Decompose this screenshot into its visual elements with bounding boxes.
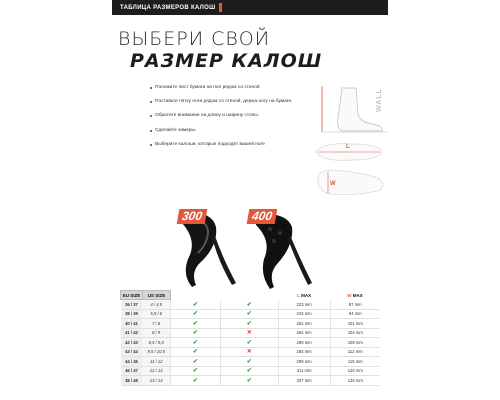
cell-eu-size: 38 / 39 [121, 309, 143, 319]
cell-fit-300 [170, 357, 220, 367]
cell-us-size: 8 / 9 [142, 328, 170, 338]
cell-length-max: 264 mm [278, 328, 330, 338]
wall-label: WALL [376, 88, 383, 112]
header-bar [112, 0, 388, 15]
cell-width-max: 104 mm [330, 328, 380, 338]
column-header-length [278, 291, 330, 300]
cell-fit-400 [220, 376, 278, 386]
size-table [120, 290, 380, 386]
column-header-eu: EU SIZE [121, 291, 143, 300]
headline-line-1: ВЫБЕРИ СВОЙ [118, 28, 271, 50]
instructions-list [150, 85, 310, 156]
cell-us-size: 12 / 13 [142, 366, 170, 376]
check-icon: ✔ [246, 358, 252, 365]
cell-width-max: 101 mm [330, 319, 380, 329]
length-mark: L [346, 144, 350, 150]
column-header-width [330, 291, 380, 300]
cell-fit-400 [220, 319, 278, 329]
cell-eu-size: 46 / 47 [121, 366, 143, 376]
cell-length-max: 242 mm [278, 309, 330, 319]
check-icon: ✔ [192, 330, 198, 337]
foot-measure-diagram [312, 78, 388, 204]
cell-eu-size: 42 / 43 [121, 338, 143, 348]
cell-fit-400 [220, 357, 278, 367]
cell-length-max: 311 mm [278, 366, 330, 376]
instruction-item: Обратите внимание на длину и ширину стопы. [150, 113, 310, 119]
cell-fit-300 [170, 309, 220, 319]
model-300-badge: 300 [177, 209, 208, 224]
instruction-item: Сделайте замеры. [150, 128, 310, 134]
table-row [121, 347, 381, 357]
galoshes-images [152, 205, 352, 290]
length-max: MAX [299, 292, 312, 298]
cell-us-size: 5,5 / 6 [142, 309, 170, 319]
cell-eu-size: 41 / 42 [121, 328, 143, 338]
check-icon: ✔ [192, 368, 198, 375]
table-row [121, 319, 381, 329]
cell-fit-300 [170, 300, 220, 310]
cell-length-max: 337 mm [278, 376, 330, 386]
width-mark: W [330, 181, 336, 187]
table-row [121, 300, 381, 310]
instruction-item: Выберите калоши, которые подходят вашей ноге [150, 142, 310, 148]
cell-fit-300 [170, 376, 220, 386]
cell-fit-300 [170, 338, 220, 348]
table-header-row [121, 291, 381, 300]
cell-fit-400 [220, 309, 278, 319]
check-icon: ✔ [246, 320, 252, 327]
size-chart-page [112, 0, 388, 400]
cell-eu-size: 44 / 45 [121, 357, 143, 367]
header-tag: ТАБЛИЦА РАЗМЕРОВ КАЛОШ [120, 4, 216, 11]
check-icon: ✔ [192, 311, 198, 318]
cross-icon: ✕ [246, 330, 252, 337]
table-row [121, 376, 381, 386]
cell-width-max: 112 mm [330, 347, 380, 357]
check-icon: ✔ [246, 339, 252, 346]
table-row [121, 328, 381, 338]
column-header-us: US SIZE [142, 291, 170, 300]
cell-width-max: 115 mm [330, 357, 380, 367]
check-icon: ✔ [192, 339, 198, 346]
cell-width-max: 94 mm [330, 309, 380, 319]
cell-eu-size: 36 / 37 [121, 300, 143, 310]
cell-length-max: 280 mm [278, 338, 330, 348]
cell-fit-300 [170, 347, 220, 357]
model-400-badge: 400 [247, 209, 278, 224]
headline-line-2: РАЗМЕР КАЛОШ [130, 50, 323, 72]
cell-us-size: 9,5 / 10,5 [142, 347, 170, 357]
check-icon: ✔ [246, 311, 252, 318]
column-header-300 [170, 291, 220, 300]
length-letter: L [297, 292, 300, 298]
check-icon: ✔ [192, 377, 198, 384]
width-letter: W [347, 292, 352, 298]
cell-length-max: 299 mm [278, 357, 330, 367]
check-icon: ✔ [192, 358, 198, 365]
instruction-item: Положите лист бумаги на пол рядом со стеной [150, 85, 310, 91]
width-max: MAX [351, 292, 363, 298]
check-icon: ✔ [246, 368, 252, 375]
cell-length-max: 251 mm [278, 319, 330, 329]
cell-width-max: 120 mm [330, 366, 380, 376]
cell-width-max: 87 mm [330, 300, 380, 310]
cell-us-size: 7 / 8 [142, 319, 170, 329]
check-icon: ✔ [246, 377, 252, 384]
cell-fit-400 [220, 366, 278, 376]
table-row [121, 338, 381, 348]
cell-fit-400 [220, 338, 278, 348]
cell-eu-size: 43 / 44 [121, 347, 143, 357]
cell-fit-300 [170, 319, 220, 329]
cell-fit-300 [170, 366, 220, 376]
table-row [121, 357, 381, 367]
cell-us-size: 4 / 4,5 [142, 300, 170, 310]
cell-width-max: 126 mm [330, 376, 380, 386]
check-icon: ✔ [246, 301, 252, 308]
table-row [121, 366, 381, 376]
check-icon: ✔ [192, 320, 198, 327]
check-icon: ✔ [192, 301, 198, 308]
cross-icon: ✕ [246, 349, 252, 356]
column-header-400 [220, 291, 278, 300]
cell-length-max: 223 mm [278, 300, 330, 310]
header-accent-mark [219, 3, 222, 12]
cell-us-size: 13 / 14 [142, 376, 170, 386]
instruction-item: Поставьте пятку ноги рядом со стеной, держа ногу на бумаге. [150, 99, 310, 105]
cell-fit-400 [220, 347, 278, 357]
size-table-body [121, 300, 381, 386]
cell-fit-300 [170, 328, 220, 338]
table-row [121, 309, 381, 319]
cell-fit-400 [220, 300, 278, 310]
cell-us-size: 8,5 / 9,5 [142, 338, 170, 348]
cell-us-size: 11 / 12 [142, 357, 170, 367]
cell-fit-400 [220, 328, 278, 338]
cell-length-max: 284 mm [278, 347, 330, 357]
cell-eu-size: 40 / 41 [121, 319, 143, 329]
cell-width-max: 108 mm [330, 338, 380, 348]
check-icon: ✔ [192, 349, 198, 356]
cell-eu-size: 48 / 49 [121, 376, 143, 386]
